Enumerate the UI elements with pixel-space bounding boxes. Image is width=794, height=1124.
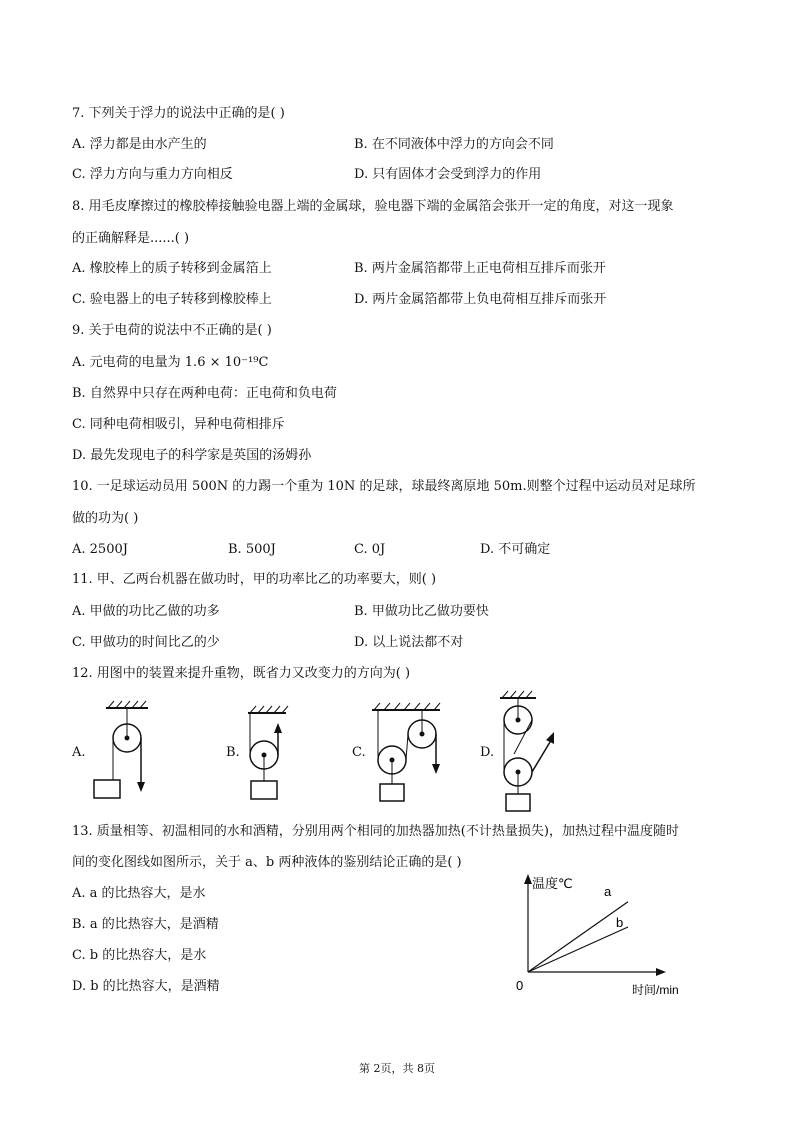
q13-option-b: B. a 的比热容大，是酒精 <box>72 917 219 932</box>
q12-label-a: A. <box>72 745 86 760</box>
q10-stem-1: 10. 一足球运动员用 500N 的力踢一个重为 10N 的足球，球最终离原地 50m.则整个过程中运动员对足球所 <box>72 479 696 494</box>
page-footer: 第 2页，共 8页 <box>359 1062 435 1075</box>
q8-stem-2: 的正确解释是......( ) <box>72 231 190 246</box>
origin-label: 0 <box>516 978 524 993</box>
q11-option-c: C. 甲做功的时间比乙的少 <box>72 635 220 650</box>
q8-option-b: B. 两片金属箔都带上正电荷相互排斥而张开 <box>354 261 606 276</box>
pulley-diagram-a <box>88 698 158 802</box>
q12-label-c: C. <box>352 745 366 760</box>
q7-stem: 7. 下列关于浮力的说法中正确的是( ) <box>72 106 285 121</box>
q11-option-b: B. 甲做功比乙做功要快 <box>354 604 489 619</box>
q9-option-a: A. 元电荷的电量为 1.6 × 10⁻¹⁹C <box>72 355 269 370</box>
y-axis-arrow <box>524 874 532 884</box>
series-label-b: b <box>616 915 624 930</box>
q8-stem-1: 8. 用毛皮摩擦过的橡胶棒接触验电器上端的金属球，验电器下端的金属箔会张开一定的角度，对这一现象 <box>72 199 674 214</box>
q13-option-d: D. b 的比热容大，是酒精 <box>72 979 220 994</box>
series-label-a: a <box>604 883 612 899</box>
q7-option-a: A. 浮力都是由水产生的 <box>72 137 207 152</box>
q11-option-d: D. 以上说法都不对 <box>354 635 464 650</box>
q13-option-c: C. b 的比热容大，是水 <box>72 948 207 963</box>
q10-option-b: B. 500J <box>228 542 276 557</box>
temperature-time-chart <box>508 868 698 1002</box>
q8-option-c: C. 验电器上的电子转移到橡胶棒上 <box>72 292 272 307</box>
x-axis-label: 时间/min <box>632 983 679 997</box>
q9-option-b: B. 自然界中只存在两种电荷：正电荷和负电荷 <box>72 386 337 401</box>
q12-label-d: D. <box>480 745 495 760</box>
q11-option-a: A. 甲做的功比乙做的功多 <box>72 604 220 619</box>
q10-option-a: A. 2500J <box>72 542 128 557</box>
q7-option-c: C. 浮力方向与重力方向相反 <box>72 167 233 182</box>
y-axis-label: 温度℃ <box>532 876 573 891</box>
q9-stem: 9. 关于电荷的说法中不正确的是( ) <box>72 323 272 338</box>
pulley-diagram-b <box>242 705 302 803</box>
q8-option-d: D. 两片金属箔都带上负电荷相互排斥而张开 <box>354 292 607 307</box>
q10-option-c: C. 0J <box>354 542 386 557</box>
q11-stem: 11. 甲、乙两台机器在做功时，甲的功率比乙的功率要大，则( ) <box>72 572 437 587</box>
q9-option-c: C. 同种电荷相吸引，异种电荷相排斥 <box>72 417 285 432</box>
q8-option-a: A. 橡胶棒上的质子转移到金属箔上 <box>72 261 272 276</box>
pulley-diagram-d <box>496 690 560 814</box>
series-line-a <box>528 902 628 972</box>
q10-option-d: D. 不可确定 <box>480 542 551 557</box>
q13-stem-1: 13. 质量相等、初温相同的水和酒精，分别用两个相同的加热器加热(不计热量损失)，加热过程中温度随时 <box>72 824 679 839</box>
q7-option-d: D. 只有固体才会受到浮力的作用 <box>354 167 542 182</box>
q13-stem-2: 间的变化图线如图所示，关于 a、b 两种液体的鉴别结论正确的是( ) <box>72 855 462 870</box>
q7-option-b: B. 在不同液体中浮力的方向会不同 <box>354 137 554 152</box>
series-line-b <box>528 927 628 972</box>
q13-option-a: A. a 的比热容大，是水 <box>72 886 206 901</box>
q9-option-d: D. 最先发现电子的科学家是英国的汤姆孙 <box>72 448 312 463</box>
q12-label-b: B. <box>226 745 240 760</box>
q10-stem-2: 做的功为( ) <box>72 511 139 526</box>
q12-stem: 12. 用图中的装置来提升重物，既省力又改变力的方向为( ) <box>72 666 411 681</box>
x-axis-arrow <box>656 968 666 976</box>
pulley-diagram-c <box>368 700 448 804</box>
